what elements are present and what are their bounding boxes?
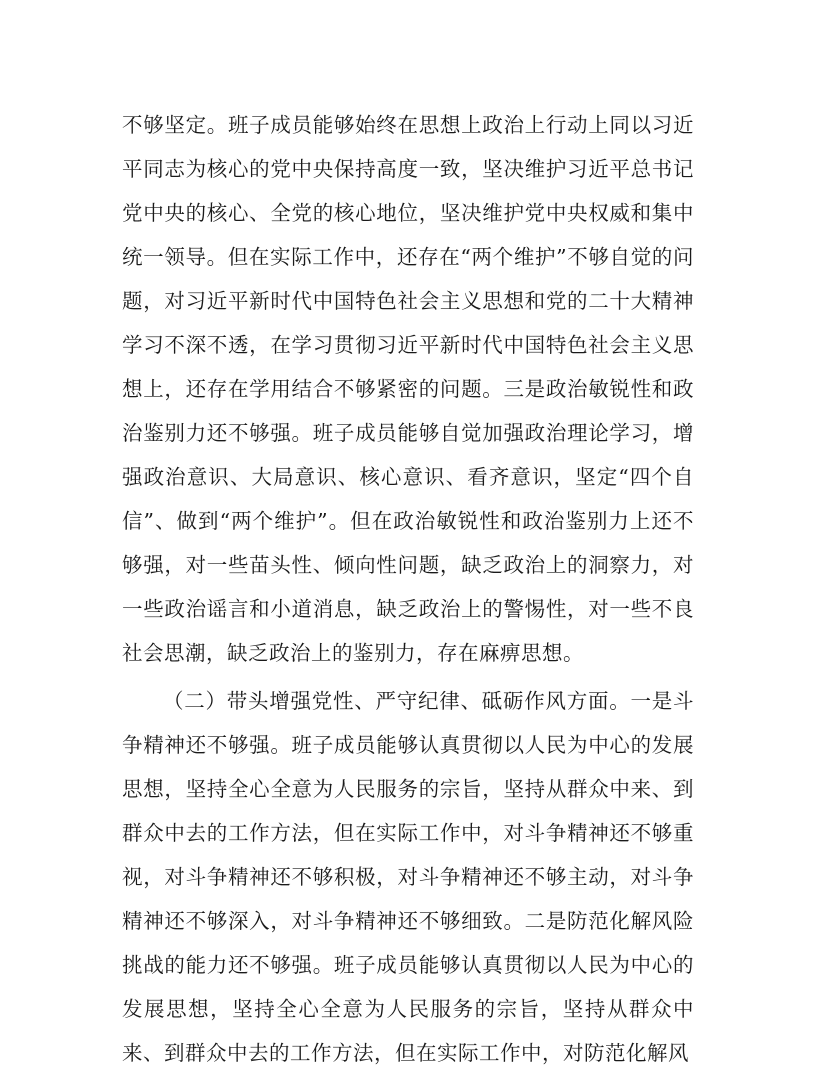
paragraph-section-two: （二）带头增强党性、严守纪律、砥砺作风方面。一是斗争精神还不够强。班子成员能够认真贯彻以人民为中心的发展思想，坚持全心全意为人民服务的宗旨，坚持从群众中来、到群众中去的工作方法，但在实际工作中，对斗争精神还不够重视，对斗争精神还不够积极，对斗争精神还不够主动，对斗争精神还不够深入，对斗争精神还不够细致。二是防范化解风险挑战的能力还不够强。班子成员能够认真贯彻以人民为中心的发展思想，坚持全心全意为人民服务的宗旨，坚持从群众中来、到群众中去的工作方法，但在实际工作中，对防范化解风 [122,689,694,1065]
paragraph-continuation: 不够坚定。班子成员能够始终在思想上政治上行动上同以习近平同志为核心的党中央保持高度一致，坚决维护习近平总书记党中央的核心、全党的核心地位，坚决维护党中央权威和集中统一领导。但在实际工作中，还存在“两个维护”不够自觉的问题，对习近平新时代中国特色社会主义思想和党的二十大精神学习不深不透，在学习贯彻习近平新时代中国特色社会主义思想上，还存在学用结合不够紧密的问题。三是政治敏锐性和政治鉴别力还不够强。班子成员能够自觉加强政治理论学习，增强政治意识、大局意识、核心意识、看齐意识，坚定“四个自信”、做到“两个维护”。但在政治敏锐性和政治鉴别力上还不够强，对一些苗头性、倾向性问题，缺乏政治上的洞察力，对一些政治谣言和小道消息，缺乏政治上的警惕性，对一些不良社会思潮，缺乏政治上的鉴别力，存在麻痹思想。 [122,113,694,665]
document-body [122,103,694,1075]
